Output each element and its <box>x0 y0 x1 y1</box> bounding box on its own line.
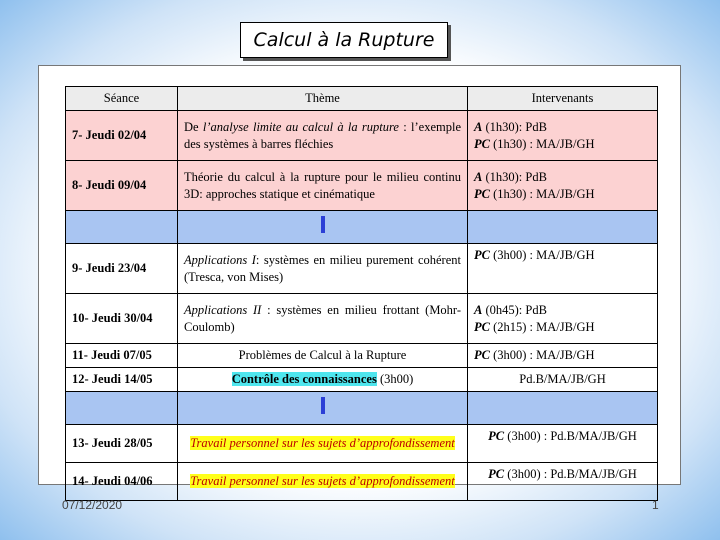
theme-highlight: Contrôle des connaissances <box>231 372 377 386</box>
intervenants-cell <box>468 244 658 294</box>
int-detail: (1h30) : MA/JB/GH <box>489 136 595 151</box>
seance-cell: 9- Jeudi 23/04 <box>66 244 178 294</box>
int-label: PC <box>474 248 490 262</box>
table-row <box>66 368 658 392</box>
int-label: PC <box>488 467 505 481</box>
seance-cell: 10- Jeudi 30/04 <box>66 294 178 344</box>
theme-cell: Théorie du calcul à la rupture pour le milieu continu 3D: approches statique et cinématique <box>178 161 468 211</box>
table-row <box>66 344 658 368</box>
header-intervenants: Intervenants <box>468 87 658 111</box>
int-label: A <box>474 302 483 317</box>
int-detail: (2h15) : MA/JB/GH <box>489 319 595 334</box>
seance-cell: 13- Jeudi 28/05 <box>66 425 178 463</box>
theme-cell <box>178 111 468 161</box>
slide-title-text: Calcul à la Rupture <box>253 29 435 51</box>
intervenants-cell <box>468 161 658 211</box>
int-detail: (3h00) : Pd.B/MA/JB/GH <box>504 467 637 481</box>
theme-cell: Problèmes de Calcul à la Rupture <box>178 344 468 368</box>
theme-text: De <box>184 119 203 134</box>
int-label: PC <box>474 319 490 334</box>
int-label: PC <box>488 429 505 443</box>
int-detail: (1h30): PdB <box>482 119 547 134</box>
schedule-table <box>65 86 658 501</box>
theme-cell <box>178 425 468 463</box>
separator-row <box>66 211 658 244</box>
intervenants-cell <box>468 463 658 501</box>
seance-cell: 8- Jeudi 09/04 <box>66 161 178 211</box>
theme-italic: Applications I <box>184 252 256 267</box>
intervenants-cell <box>468 344 658 368</box>
table-row <box>66 244 658 294</box>
int-detail: (3h00) : Pd.B/MA/JB/GH <box>504 429 637 443</box>
int-label: PC <box>474 348 490 362</box>
table-row <box>66 161 658 211</box>
intervenants-cell <box>468 294 658 344</box>
seance-cell: 11- Jeudi 07/05 <box>66 344 178 368</box>
header-theme: Thème <box>178 87 468 111</box>
seance-cell: 14- Jeudi 04/06 <box>66 463 178 501</box>
table-row <box>66 294 658 344</box>
int-label: A <box>474 169 483 184</box>
header-row <box>66 87 658 111</box>
intervenants-cell <box>468 111 658 161</box>
seance-cell: 7- Jeudi 02/04 <box>66 111 178 161</box>
theme-cell <box>178 368 468 392</box>
separator-marker <box>321 216 325 233</box>
theme-cell <box>178 244 468 294</box>
int-detail: (3h00) : MA/JB/GH <box>489 348 595 362</box>
int-detail: (0h45): PdB <box>482 302 547 317</box>
theme-italic: Applications II <box>184 302 262 317</box>
int-detail: (1h30): PdB <box>482 169 547 184</box>
theme-italic: l’analyse limite au calcul à la rupture <box>202 119 399 134</box>
footer-date: 07/12/2020 <box>62 498 123 512</box>
slide-title <box>240 22 448 58</box>
seance-cell: 12- Jeudi 14/05 <box>66 368 178 392</box>
theme-highlight: Travail personnel sur les sujets d’approfondissement <box>190 474 455 488</box>
theme-text: : l’exemple des systèmes à barres fléchies <box>184 119 462 151</box>
int-label: PC <box>474 186 490 201</box>
table-row <box>66 425 658 463</box>
table-row <box>66 463 658 501</box>
separator-row <box>66 392 658 425</box>
intervenants-cell <box>468 425 658 463</box>
int-detail: (3h00) : MA/JB/GH <box>489 248 595 262</box>
theme-text: : systèmes en milieu purement cohérent (Tresca, von Mises) <box>184 252 461 284</box>
theme-cell <box>178 294 468 344</box>
int-label: PC <box>474 136 490 151</box>
footer-page-number: 1 <box>652 498 659 512</box>
theme-text: (3h00) <box>376 372 414 386</box>
separator-marker <box>321 397 325 414</box>
theme-cell <box>178 463 468 501</box>
int-label: A <box>474 119 483 134</box>
table-row <box>66 111 658 161</box>
theme-highlight: Travail personnel sur les sujets d’approfondissement <box>190 436 455 450</box>
intervenants-cell: Pd.B/MA/JB/GH <box>468 368 658 392</box>
theme-text: : systèmes en milieu frottant (Mohr-Coulomb) <box>184 302 462 334</box>
int-detail: (1h30) : MA/JB/GH <box>489 186 595 201</box>
header-seance: Séance <box>66 87 178 111</box>
